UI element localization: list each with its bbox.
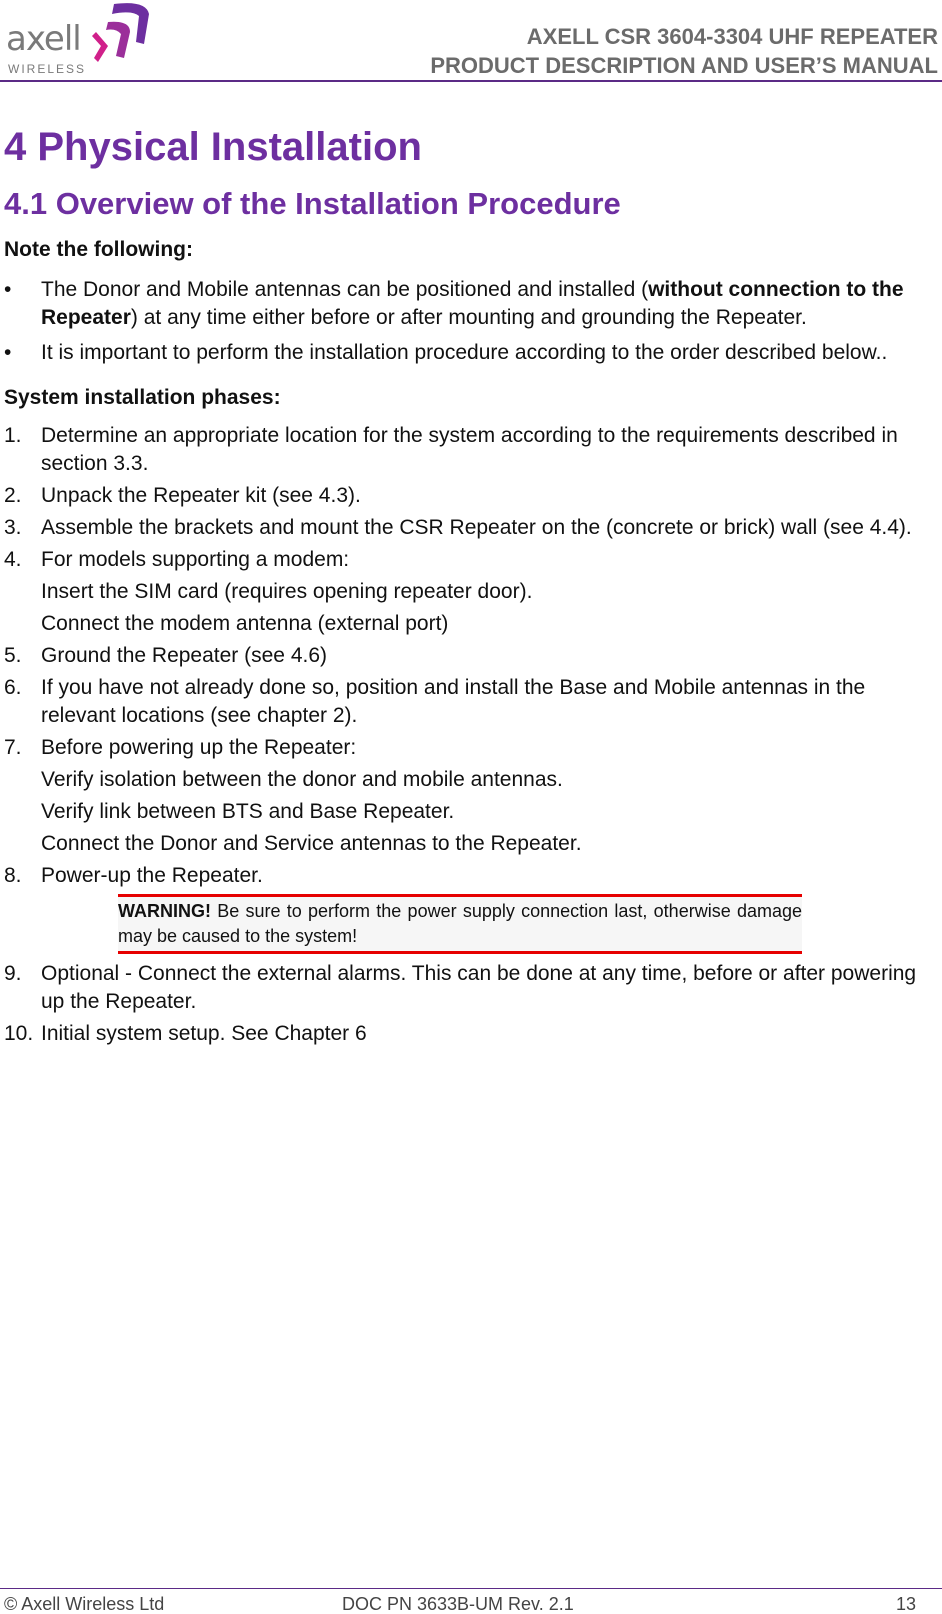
step-text: Unpack the Repeater kit (see 4.3). [41, 484, 361, 507]
step-number: 9. [4, 962, 22, 985]
bullet-item [4, 276, 939, 332]
axell-logo [6, 0, 156, 80]
document-header-title [430, 22, 938, 80]
step-text: Verify link between BTS and Base Repeater. [41, 800, 455, 823]
footer-page-number: 13 [895, 1594, 916, 1614]
phases-label: System installation phases: [4, 386, 281, 409]
header-line-2: PRODUCT DESCRIPTION AND USER’S MANUAL [430, 53, 938, 78]
bullet-icon: • [4, 341, 12, 364]
installation-step [4, 734, 939, 762]
step-number: 1. [4, 424, 22, 447]
step-text: For models supporting a modem: [41, 548, 350, 571]
step-text: Assemble the brackets and mount the CSR Repeater on the (concrete or brick) wall (see 4.4). [41, 516, 912, 539]
installation-step [4, 1020, 939, 1048]
warning-label: WARNING! [118, 901, 211, 921]
installation-step [4, 514, 939, 542]
bullet-item [4, 339, 939, 367]
installation-step [4, 610, 939, 638]
step-text: Determine an appropriate location for the system according to the requirements described in section 3.3. [41, 424, 898, 475]
installation-step [4, 960, 939, 1016]
step-text: If you have not already done so, position and install the Base and Mobile antennas in the relevant locations (see chapter 2). [41, 676, 866, 727]
heading-2: 4.1 Overview of the Installation Procedure [4, 186, 621, 221]
step-text: Ground the Repeater (see 4.6) [41, 644, 328, 667]
installation-step [4, 546, 939, 574]
step-text: Before powering up the Repeater: [41, 736, 357, 759]
installation-step [4, 482, 939, 510]
warning-text: Be sure to perform the power supply connection last, otherwise damage may be caused to the system! [118, 901, 802, 946]
logo-subtext: WIRELESS [8, 62, 87, 76]
installation-step [4, 642, 939, 670]
header-divider [0, 80, 942, 82]
step-text: Verify isolation between the donor and mobile antennas. [41, 768, 563, 791]
installation-step [4, 798, 939, 826]
step-number: 8. [4, 864, 22, 887]
heading-1: 4 Physical Installation [4, 125, 422, 169]
body-content [4, 236, 939, 1052]
step-text: Connect the Donor and Service antennas to the Repeater. [41, 832, 582, 855]
bullet-text: The Donor and Mobile antennas can be positioned and installed ( [41, 278, 649, 301]
step-number: 4. [4, 548, 22, 571]
steps-list [4, 960, 939, 1048]
step-number: 2. [4, 484, 22, 507]
warning-box [118, 894, 802, 954]
bullet-icon: • [4, 278, 12, 301]
installation-step [4, 830, 939, 858]
installation-step [4, 766, 939, 794]
step-number: 3. [4, 516, 22, 539]
step-text: Connect the modem antenna (external port) [41, 612, 449, 635]
step-number: 5. [4, 644, 22, 667]
bullet-bold-text: without connection to the Repeater [41, 278, 904, 329]
installation-step [4, 422, 939, 478]
footer-doc-number: DOC PN 3633B-UM Rev. 2.1 [342, 1594, 574, 1614]
logo-text: axell [6, 19, 81, 59]
header-line-1: AXELL CSR 3604-3304 UHF REPEATER [526, 24, 938, 49]
steps-list [4, 422, 939, 890]
installation-step [4, 674, 939, 730]
step-text: Optional - Connect the external alarms. This can be done at any time, before or after powering up the Repeater. [41, 962, 917, 1013]
bullet-text: ) at any time either before or after mounting and grounding the Repeater. [130, 306, 807, 329]
step-text: Initial system setup. See Chapter 6 [41, 1022, 367, 1045]
bullet-text: It is important to perform the installation procedure according to the order described below.. [41, 341, 888, 364]
step-number: 10. [4, 1022, 34, 1045]
installation-step [4, 578, 939, 606]
note-label: Note the following: [4, 238, 193, 261]
step-number: 7. [4, 736, 22, 759]
footer-copyright: © Axell Wireless Ltd [4, 1594, 165, 1614]
installation-step [4, 862, 939, 890]
step-number: 6. [4, 676, 22, 699]
footer-divider [0, 1588, 942, 1589]
step-text: Insert the SIM card (requires opening repeater door). [41, 580, 533, 603]
step-text: Power-up the Repeater. [41, 864, 263, 887]
